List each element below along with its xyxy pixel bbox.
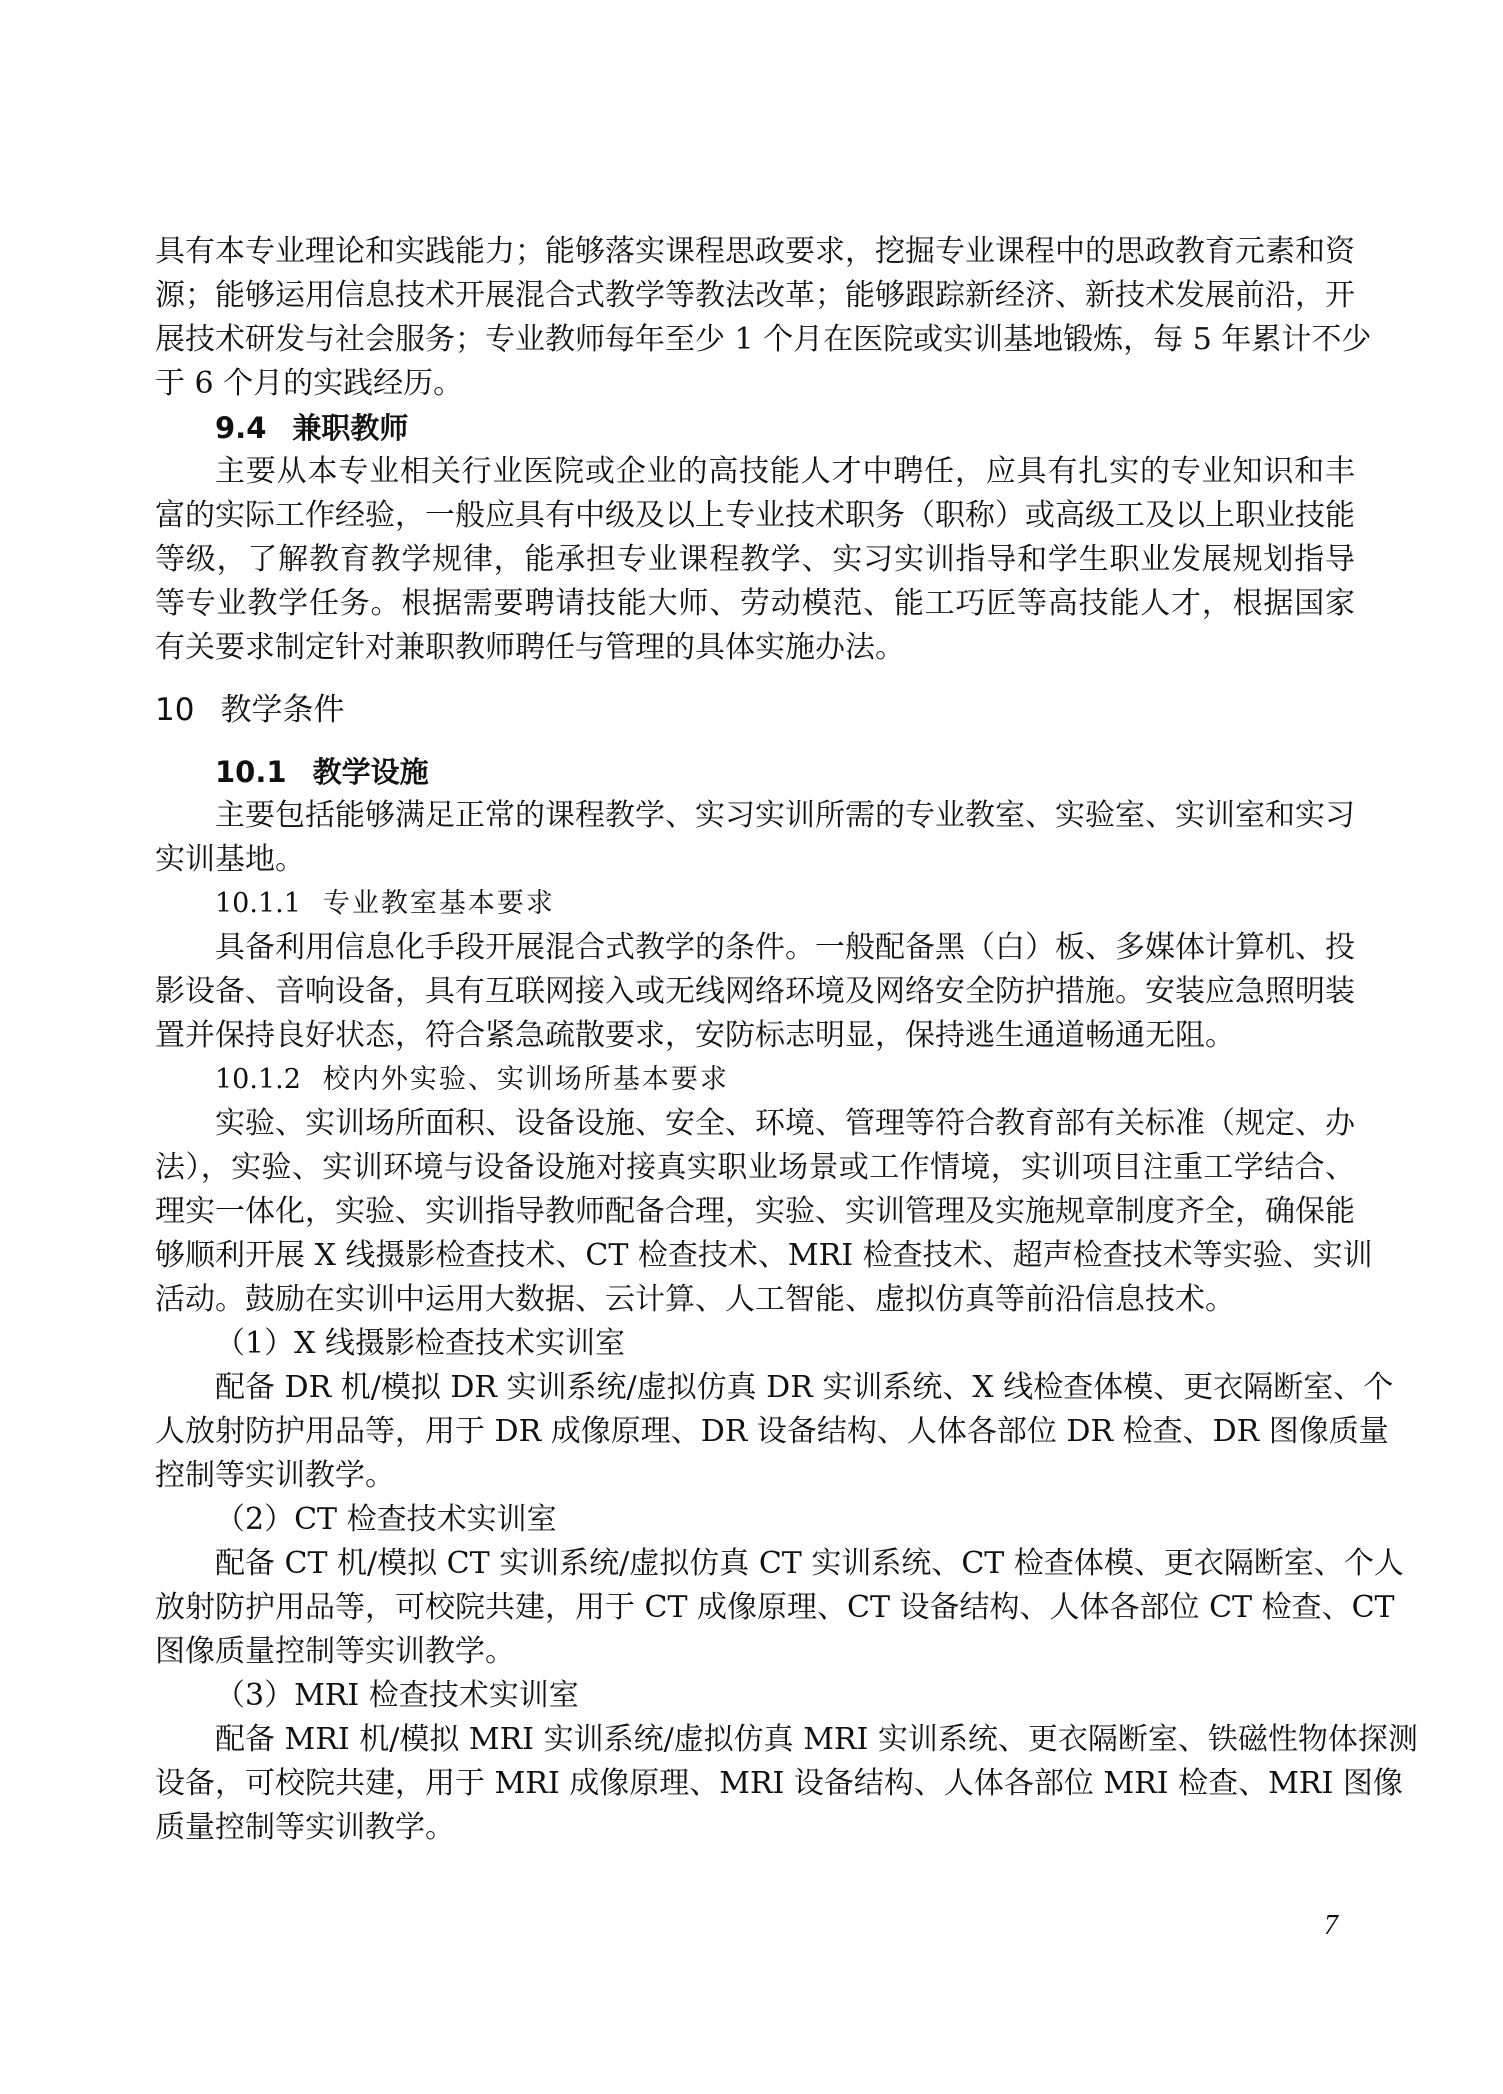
text-line: 富的实际工作经验，一般应具有中级及以上专业技术职务（职称）或高级工及以上职业技能: [155, 498, 1355, 533]
text-line: 等专业教学任务。根据需要聘请技能大师、劳动模范、能工巧匠等高技能人才，根据国家: [155, 586, 1355, 621]
text-line: 放射防护用品等，可校院共建，用于 CT 成像原理、CT 设备结构、人体各部位 CT 检查、CT: [155, 1590, 1395, 1625]
item-heading-xray-lab: （1）X 线摄影检查技术实训室: [215, 1326, 625, 1361]
paragraph-ct-lab: [155, 1542, 1404, 1674]
text-line: 质量控制等实训教学。: [155, 1810, 455, 1845]
text-line: 法），实验、实训环境与设备设施对接真实职业场景或工作情境，实训项目注重工学结合、: [155, 1150, 1355, 1185]
text-line: 设备，可校院共建，用于 MRI 成像原理、MRI 设备结构、人体各部位 MRI 检查、MRI 图像: [155, 1766, 1403, 1801]
section-title: 教学设施: [312, 755, 429, 789]
item-heading-mri-lab: （3）MRI 检查技术实训室: [215, 1678, 579, 1713]
text-line: 控制等实训教学。: [155, 1458, 395, 1493]
text-line: 主要包括能够满足正常的课程教学、实习实训所需的专业教室、实验室、实训室和实习: [215, 798, 1355, 833]
text-line: 置并保持良好状态，符合紧急疏散要求，安防标志明显，保持逃生通道畅通无阻。: [155, 1018, 1235, 1053]
section-title: 兼职教师: [292, 411, 409, 445]
paragraph-teacher-requirements: [155, 230, 1372, 406]
section-title: 校内外实验、实训场所基本要求: [322, 1064, 729, 1095]
text-line: 配备 CT 机/模拟 CT 实训系统/虚拟仿真 CT 实训系统、CT 检查体模、更衣隔断室、个人: [215, 1546, 1404, 1581]
section-heading-10: [155, 688, 1355, 732]
section-number: 9.4: [215, 411, 267, 445]
text-line: 活动。鼓励在实训中运用大数据、云计算、人工智能、虚拟仿真等前沿信息技术。: [155, 1282, 1235, 1317]
section-title: 专业教室基本要求: [322, 888, 555, 919]
text-line: 图像质量控制等实训教学。: [155, 1634, 515, 1669]
text-line: 够顺利开展 X 线摄影检查技术、CT 检查技术、MRI 检查技术、超声检查技术等实验、实训: [155, 1238, 1373, 1273]
section-title: 教学条件: [220, 692, 345, 728]
text-line: 具备利用信息化手段开展混合式教学的条件。一般配备黑（白）板、多媒体计算机、投: [215, 930, 1355, 965]
item-heading-ct-lab: （2）CT 检查技术实训室: [215, 1502, 557, 1537]
paragraph-mri-lab: [155, 1718, 1418, 1850]
text-line: 主要从本专业相关行业医院或企业的高技能人才中聘任，应具有扎实的专业知识和丰: [215, 454, 1355, 489]
document-page: [155, 230, 1418, 1850]
section-number: 10.1.2: [215, 1064, 301, 1095]
section-heading-10-1-1: [155, 882, 1355, 926]
text-line: 实验、实训场所面积、设备设施、安全、环境、管理等符合教育部有关标准（规定、办: [215, 1106, 1355, 1141]
paragraph-training-site-requirements: [155, 1102, 1373, 1322]
text-line: 源；能够运用信息技术开展混合式教学等教法改革；能够跟踪新经济、新技术发展前沿，开: [155, 278, 1355, 313]
section-heading-10-1: [155, 750, 1355, 794]
text-line: 配备 MRI 机/模拟 MRI 实训系统/虚拟仿真 MRI 实训系统、更衣隔断室、铁磁性物体探测: [215, 1722, 1418, 1757]
text-line: 有关要求制定针对兼职教师聘任与管理的具体实施办法。: [155, 630, 905, 665]
text-line: 具有本专业理论和实践能力；能够落实课程思政要求，挖掘专业课程中的思政教育元素和资: [155, 234, 1355, 269]
section-heading-9-4: [155, 406, 1355, 450]
page-number: 7: [1324, 1910, 1338, 1941]
text-line: 理实一体化，实验、实训指导教师配备合理，实验、实训管理及实施规章制度齐全，确保能: [155, 1194, 1355, 1229]
paragraph-xray-lab: [155, 1366, 1394, 1498]
paragraph-classroom-requirements: [155, 926, 1355, 1058]
paragraph-teaching-facilities: [155, 794, 1355, 882]
section-number: 10.1.1: [215, 888, 301, 919]
text-line: 影设备、音响设备，具有互联网接入或无线网络环境及网络安全防护措施。安装应急照明装: [155, 974, 1355, 1009]
text-line: 人放射防护用品等，用于 DR 成像原理、DR 设备结构、人体各部位 DR 检查、DR 图像质量: [155, 1414, 1389, 1449]
text-line: 于 6 个月的实践经历。: [155, 366, 464, 401]
section-number: 10: [155, 692, 195, 728]
section-heading-10-1-2: [155, 1058, 1355, 1102]
paragraph-part-time-teachers: [155, 450, 1355, 670]
text-line: 配备 DR 机/模拟 DR 实训系统/虚拟仿真 DR 实训系统、X 线检查体模、更衣隔断室、个: [215, 1370, 1394, 1405]
text-line: 等级，了解教育教学规律，能承担专业课程教学、实习实训指导和学生职业发展规划指导: [155, 542, 1355, 577]
section-number: 10.1: [215, 755, 287, 789]
text-line: 展技术研发与社会服务；专业教师每年至少 1 个月在医院或实训基地锻炼，每 5 年累计不少: [155, 322, 1372, 357]
text-line: 实训基地。: [155, 842, 305, 877]
